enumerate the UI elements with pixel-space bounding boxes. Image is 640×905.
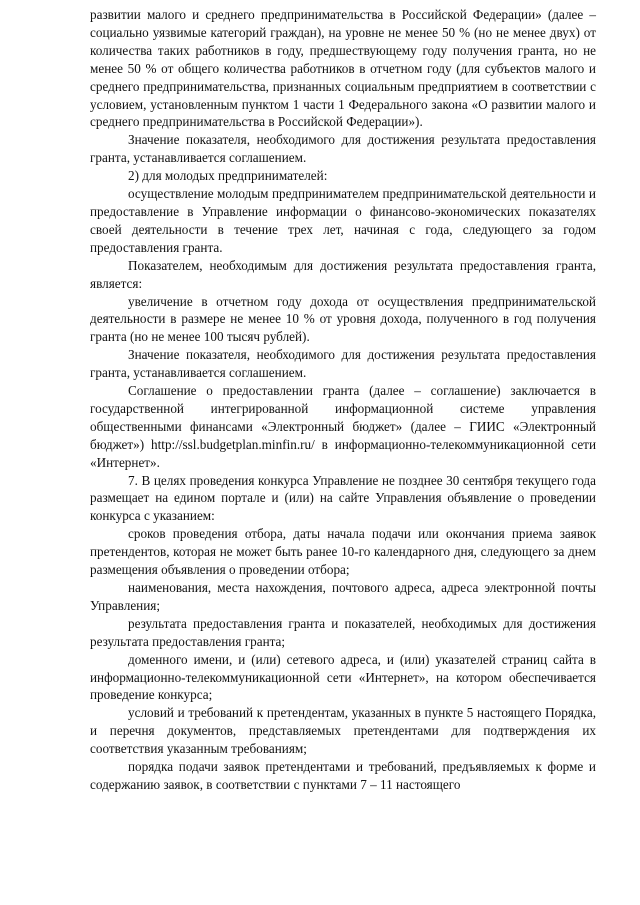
paragraph-indicator-value: Значение показателя, необходимого для достижения результата предоставления гранта, устанавливается соглашением.	[90, 132, 596, 166]
list-item-application-procedure: порядка подачи заявок претендентами и требований, предъявляемых к форме и содержанию заявок, в соответствии с пунктами 7 – 11 настоящего	[90, 759, 596, 792]
paragraph-item-7: 7. В целях проведения конкурса Управление не позднее 30 сентября текущего года размещает на едином портале и (или) на сайте Управления объявление о проведении конкурса с указанием:	[90, 472, 596, 524]
list-item-domain: доменного имени, и (или) сетевого адреса, и (или) указателей страниц сайта в информационно-телекоммуникационной сети «Интернет», на котором обеспечивается проведение конкурса;	[90, 651, 596, 703]
paragraph-indicator-value-2: Значение показателя, необходимого для достижения результата предоставления гранта, устанавливается соглашением.	[90, 347, 596, 381]
paragraph-young-activity: осуществление молодым предпринимателем предпринимательской деятельности и предоставление в Управление информации о финансово-экономических показателях своей деятельности в течение трех лет, начиная с года, следующего за годом предоставления гранта.	[90, 186, 596, 255]
list-item-result: результата предоставления гранта и показателей, необходимых для достижения результата предоставления гранта;	[90, 615, 596, 649]
paragraph-young-entrepreneurs: 2) для молодых предпринимателей:	[128, 168, 328, 184]
paragraph-indicator-heading: Показателем, необходимым для достижения результата предоставления гранта, является:	[90, 257, 596, 291]
paragraph-agreement: Соглашение о предоставлении гранта (далее – соглашение) заключается в государственной интегрированной информационной системе управления общественными финансами «Электронный бюджет» (далее – ГИИС «Электронный бюджет») http://ssl.budgetplan.minfin.ru/ в информационно-телекоммуникационной сети «Интернет».	[90, 383, 596, 470]
list-item-requirements: условий и требований к претендентам, указанных в пункте 5 настоящего Порядка, и перечня документов, представляемых претендентами для подтверждения их соответствия указанным требованиям;	[90, 705, 596, 757]
paragraph-income-increase: увеличение в отчетном году дохода от осуществления предпринимательской деятельности в размере не менее 10 % от уровня дохода, полученного в год получения гранта (но не менее 100 тысяч рублей).	[90, 293, 596, 345]
list-item-address: наименования, места нахождения, почтового адреса, адреса электронной почты Управления;	[90, 580, 596, 613]
paragraph-eligibility-continued: развитии малого и среднего предпринимательства в Российской Федерации» (далее – социально уязвимые категорий граждан), на уровне не менее 50 % (но не менее двух) от количества таких работников в году, предшествующему году получения гранта, но не менее 50 % от общего количества работников в отчетном году (для субъектов малого и среднего предпринимательства, признанных социальным предприятием в соответствии с условием, установленным пунктом 1 части 1 Федерального закона «О развитии малого и среднего предпринимательства в Российской Федерации»).	[90, 7, 596, 130]
list-item-deadlines: сроков проведения отбора, даты начала подачи или окончания приема заявок претендентов, которая не может быть ранее 10-го календарного дня, следующего за днем размещения объявления о проведении отбора;	[90, 526, 596, 578]
